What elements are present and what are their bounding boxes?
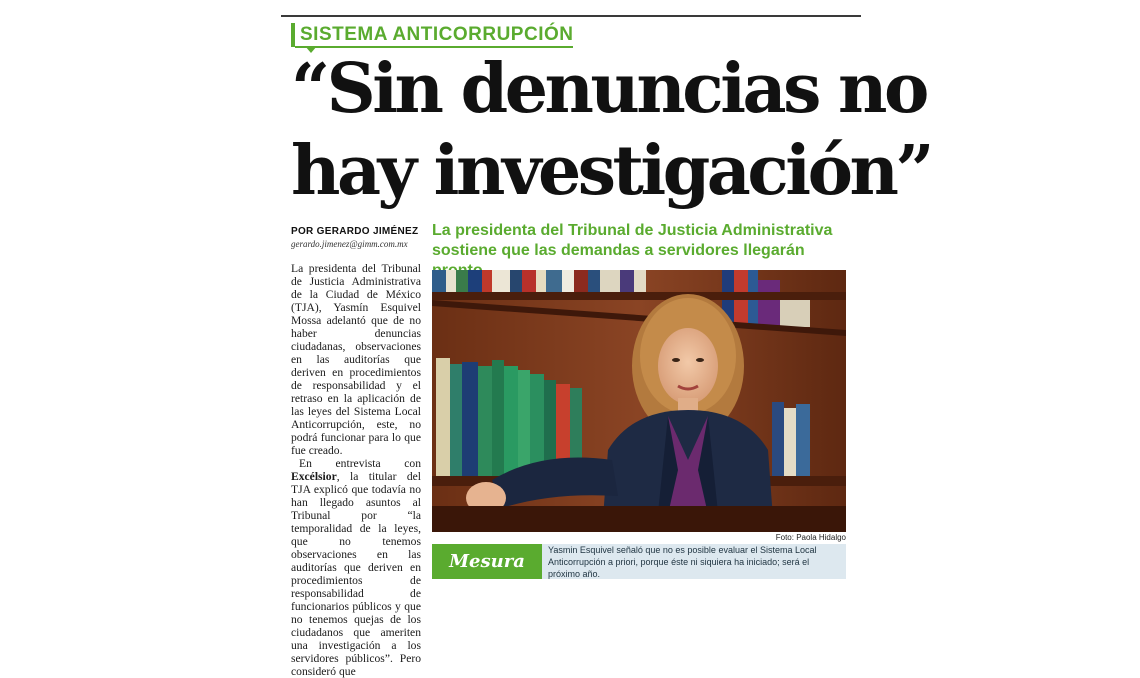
section-label: SISTEMA ANTICORRUPCIÓN — [295, 23, 573, 48]
desk — [432, 506, 846, 532]
article-photo — [432, 270, 846, 532]
headline — [291, 48, 932, 212]
paragraph-rest: , la titular del TJA explicó que todavía no han llegado asuntos al Tribunal por “la temporalidad de la leyes, que no tenemos observaciones en las auditorías que deriven en procedimientos de responsabilidad de funcionarios públicos y que no tenemos quejas de los ciudadanos que ameriten una investigación a los servidores públicos”. Pero consideró que — [291, 470, 421, 678]
photo-caption — [432, 544, 846, 579]
article-paragraph — [291, 457, 421, 678]
section-tag — [291, 22, 573, 48]
headline-line-2: hay investigación” — [291, 131, 932, 211]
headline-line-1: “Sin denuncias no — [291, 49, 926, 129]
shelf-board-top — [432, 292, 846, 300]
face — [658, 328, 718, 404]
portrait-illustration — [432, 270, 846, 532]
caption-text: Yasmin Esquivel señaló que no es posible evaluar el Sistema Local Anticorrupción a priori, porque éste ni siquiera ha iniciado; será el próximo año. — [548, 544, 817, 579]
top-rule — [281, 15, 861, 17]
subheadline: La presidenta del Tribunal de Justicia Administrativa sostiene que las demandas a servidores llegarán — [432, 222, 833, 259]
paragraph-intro: En entrevista con — [299, 457, 421, 470]
byline-author — [291, 226, 431, 237]
photo-credit: Foto: Paola Hidalgo — [775, 533, 846, 542]
byline-email: gerardo.jimenez@gimm.com.mx — [291, 239, 408, 249]
caption-tag: Mesura — [432, 544, 542, 579]
article-body — [291, 262, 421, 678]
byline-prefix: POR — [291, 226, 314, 237]
byline-author-name: GERARDO JIMÉNEZ — [316, 226, 419, 237]
article-paragraph: La presidenta del Tribunal de Justicia Administrativa de la Ciudad de México (TJA), Yasmín Esquivel Mossa adelantó que de no haber denuncias ciudadanas, observaciones en las auditorías que deriven en procedimientos de responsabilidad y el retraso en la aplicación de las leyes del Sistema Local Anticorrupción, este, no podrá funcionar para lo que fue creado. — [291, 262, 421, 457]
newspaper-name: Excélsior — [291, 470, 337, 483]
byline — [291, 226, 431, 249]
